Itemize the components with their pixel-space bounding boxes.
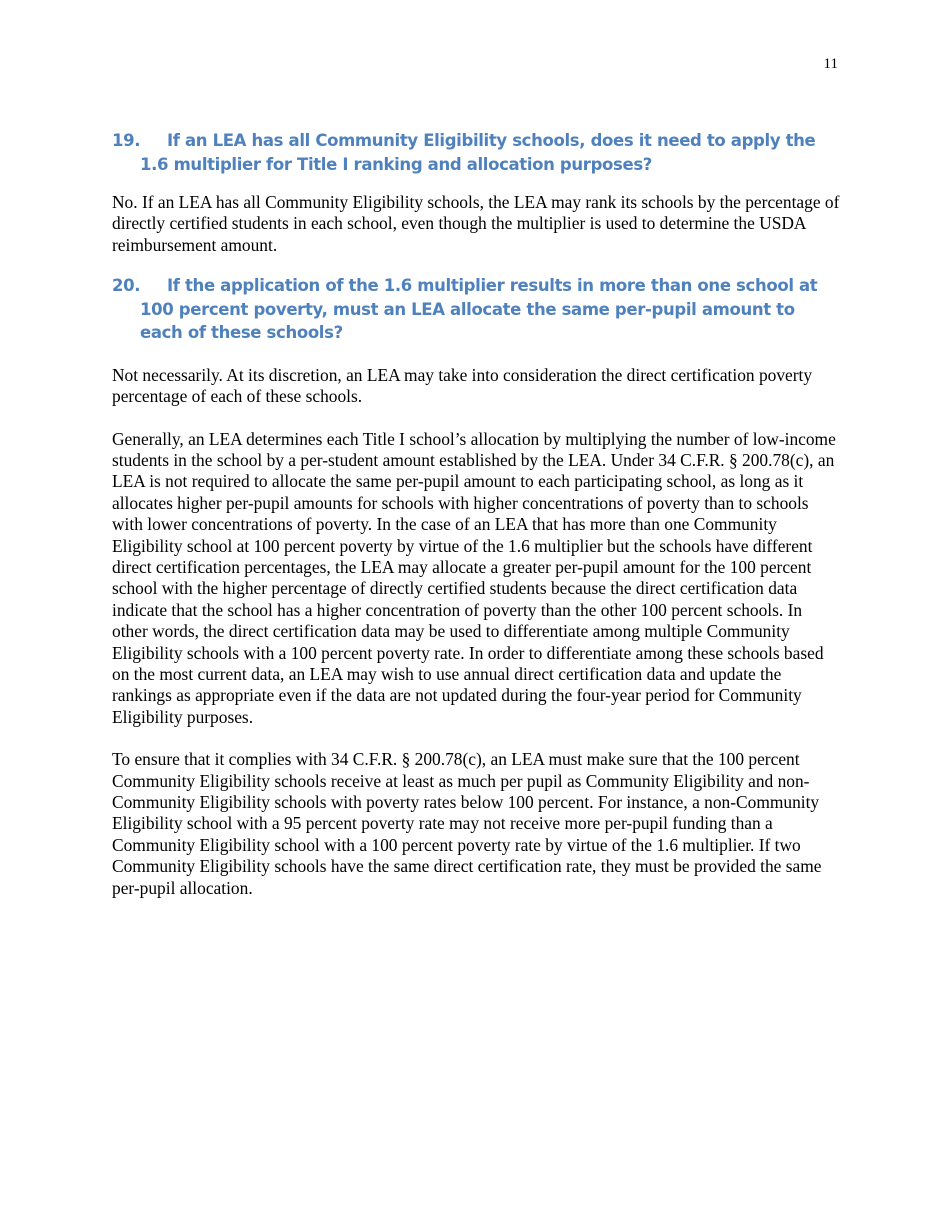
question-20-answer-paragraph: Not necessarily. At its discretion, an LEA may take into consideration the direct certification poverty percentage of each of these schools. (112, 364, 813, 407)
question-20-heading (112, 274, 840, 345)
question-19-answer: No. If an LEA has all Community Eligibility schools, the LEA may rank its schools by the percentage of directly certified students in each school, even though the multiplier is used to determine the USDA reimbursement amount. (112, 192, 840, 255)
page-number: 11 (823, 56, 838, 72)
question-20-text: If the application of the 1.6 multiplier results in more than one school at 100 percent poverty, must an LEA allocate the same per-pupil amount to each of these schools? (140, 276, 818, 343)
question-20-number: 20. (112, 276, 141, 296)
document-body (112, 129, 840, 899)
question-19-text: If an LEA has all Community Eligibility schools, does it need to apply the 1.6 multiplier for Title I ranking and allocation purposes? (140, 131, 816, 174)
question-20-answer-paragraph: To ensure that it complies with 34 C.F.R. § 200.78(c), an LEA must make sure that the 100 percent Community Eligibility schools receive at least as much per pupil as Community Eligibility and non-Community Eligibility schools with poverty rates below 100 percent. For instance, a non-Community Eligibility school with a 95 percent poverty rate may not receive more per-pupil funding than a Community Eligibility school with a 100 percent poverty rate by virtue of the 1.6 multiplier. If two Community Eligibility schools have the same direct certification rate, they must be provided the same per-pupil allocation. (112, 749, 822, 898)
question-19-heading (112, 129, 840, 176)
question-19-number: 19. (112, 131, 141, 150)
question-20-answer-paragraph: Generally, an LEA determines each Title I school’s allocation by multiplying the number of low-income students in the school by a per-student amount established by the LEA. Under 34 C.F.R. § 200.78(c), an LEA is not required to allocate the same per-pupil amount to each participating school, as long as it allocates higher per-pupil amounts for schools with higher concentrations of poverty than to schools with lower concentrations of poverty. In the case of an LEA that has more than one Community Eligibility school at 100 percent poverty by virtue of the 1.6 multiplier but the schools have different direct certification percentages, the LEA may allocate a greater per-pupil amount for the 100 percent school with the higher percentage of directly certified students because the direct certification data indicate that the school has a higher concentration of poverty than the other 100 percent schools. In other words, the direct certification data may be used to differentiate among multiple Community Eligibility schools with a 100 percent poverty rate. In order to differentiate among these schools based on the most current data, an LEA may wish to use annual direct certification data and update the rankings as appropriate even if the data are not updated during the four-year period for Community Eligibility purposes. (112, 428, 836, 727)
